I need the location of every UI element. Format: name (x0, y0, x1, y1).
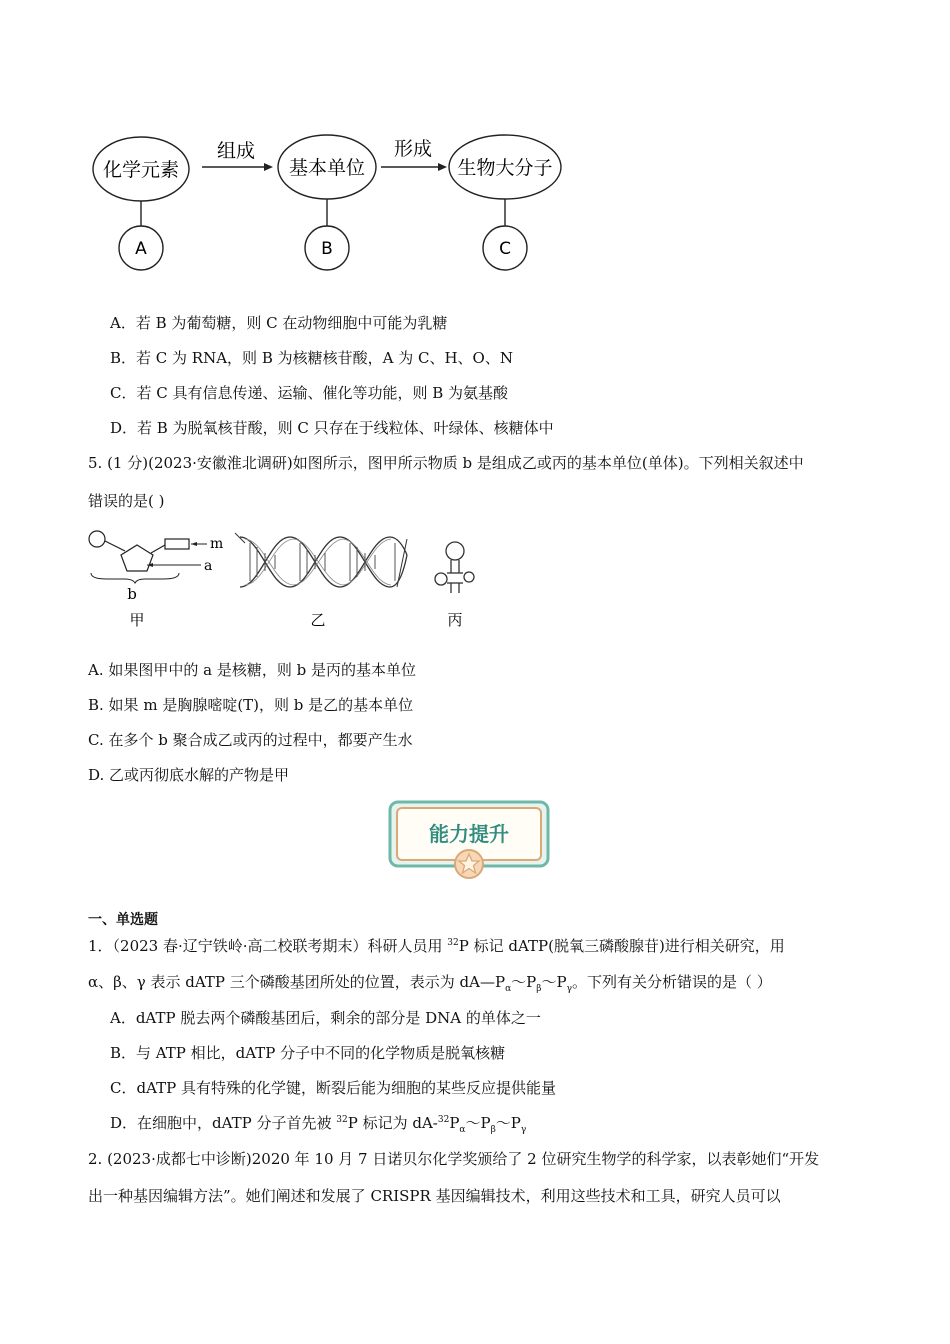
q1-option-d: D．在细胞中，dATP 分子首先被 $^{32}$P 标记为 $dA-^{32}P_\alpha\sim P_\beta\sim P_\gamma$ (110, 1114, 527, 1135)
q4-option-a: A．若 B 为葡萄糖，则 C 在动物细胞中可能为乳糖 (110, 314, 448, 332)
label-m: m (210, 536, 224, 552)
phosphate-circle (89, 531, 105, 547)
node-unit-label: 基本单位 (288, 157, 366, 179)
section-title: 一、单选题 (88, 912, 158, 928)
q5-stem-line1: 5. (1 分)(2023·安徽淮北调研)如图所示，图甲所示物质 b 是组成乙或丙的基本单位(单体)。下列相关叙述中 (88, 454, 804, 472)
q5-figure (85, 525, 485, 635)
label-yi: 乙 (310, 611, 326, 629)
q4-option-c: C．若 C 具有信息传递、运输、催化等功能，则 B 为氨基酸 (110, 384, 509, 402)
leaf-a-label: A (135, 239, 147, 259)
arrow-label-compose: 组成 (216, 140, 256, 162)
arrow-head-2 (438, 163, 447, 171)
node-macro-label: 生物大分子 (457, 157, 553, 179)
q2-stem-line2: 出一种基因编辑方法”。她们阐述和发展了 CRISPR 基因编辑技术，利用这些技术和工具，研究人员可以 (88, 1187, 781, 1205)
q1-option-a: A．dATP 脱去两个磷酸基团后，剩余的部分是 DNA 的单体之一 (110, 1009, 541, 1027)
q5-option-d: D. 乙或丙彻底水解的产物是甲 (88, 766, 290, 784)
q5-option-b: B. 如果 m 是胸腺嘧啶(T)，则 b 是乙的基本单位 (88, 696, 414, 714)
q4-option-d: D．若 B 为脱氧核苷酸，则 C 只存在于线粒体、叶绿体、核糖体中 (110, 419, 554, 437)
arrow-label-form: 形成 (393, 138, 433, 160)
q5-option-a: A. 如果图甲中的 a 是核糖，则 b 是丙的基本单位 (88, 661, 416, 679)
leaf-b-label: B (321, 239, 333, 259)
base-rect (165, 539, 189, 549)
brace-b (91, 573, 179, 583)
q5-option-c: C. 在多个 b 聚合成乙或丙的过程中，都要产生水 (88, 731, 413, 749)
q5-stem-line2: 错误的是( ) (88, 492, 165, 510)
badge-label: 能力提升 (429, 822, 509, 846)
q1-stem-line2: α、β、γ 表示 dATP 三个磷酸基团所处的位置，表示为 $dA—P_\alpha\sim P_\beta\sim P_\gamma$。下列有关分析错误的是（ ） (88, 973, 772, 994)
leaf-c-label: C (499, 239, 511, 259)
q1-stem-line1: 1．（2023 春·辽宁铁岭·高二校联考期末）科研人员用 $^{32}$P 标记 dATP(脱氧三磷酸腺苷)进行相关研究，用 (88, 937, 785, 955)
pentose-pentagon (121, 545, 153, 571)
label-b: b (127, 585, 137, 603)
q2-stem-line1: 2. (2023·成都七中诊断)2020 年 10 月 7 日诺贝尔化学奖颁给了 2 位研究生物学的科学家，以表彰她们“开发 (88, 1150, 820, 1168)
flow-diagram (85, 125, 575, 280)
node-elements-label: 化学元素 (102, 159, 180, 181)
q1-option-b: B．与 ATP 相比，dATP 分子中不同的化学物质是脱氧核糖 (110, 1044, 506, 1062)
trna-cloverleaf (435, 542, 474, 593)
q4-option-b: B．若 C 为 RNA，则 B 为核糖核苷酸，A 为 C、H、O、N (110, 349, 513, 367)
arrow-head-1 (264, 163, 273, 171)
label-a: a (204, 558, 213, 574)
ability-badge (388, 798, 552, 884)
label-bing: 丙 (447, 611, 463, 629)
q1-option-c: C．dATP 具有特殊的化学键，断裂后能为细胞的某些反应提供能量 (110, 1079, 556, 1097)
label-jia: 甲 (129, 611, 145, 629)
